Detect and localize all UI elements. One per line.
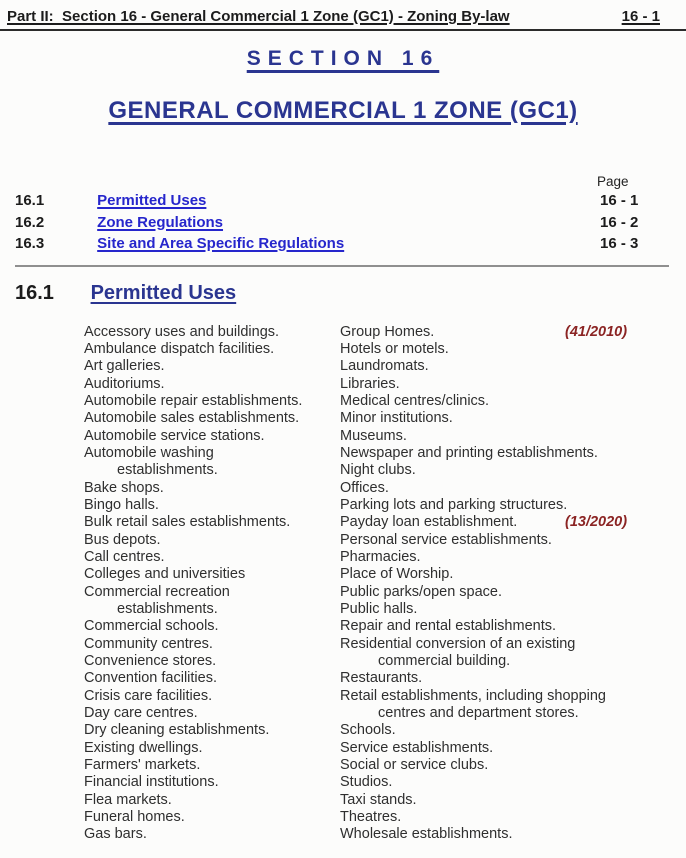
list-item: Minor institutions. — [340, 410, 453, 427]
toc-page-number: 16 - 1 — [600, 192, 639, 209]
list-item: Gas bars. — [84, 826, 147, 843]
list-item: Offices. — [340, 479, 389, 496]
list-item: Farmers' markets. — [84, 757, 201, 774]
list-item: Colleges and universities — [84, 566, 246, 583]
toc-number: 16.2 — [15, 213, 45, 231]
toc-page-number: 16 - 3 — [600, 235, 639, 252]
list-item: Call centres. — [84, 548, 165, 565]
list-item: Auditoriums. — [84, 375, 165, 392]
toc-row-site-area-regulations — [0, 233, 686, 255]
header-divider — [0, 29, 686, 31]
header-title: Part II: Section 16 - General Commercial 1 Zone (GC1) - Zoning By-law — [7, 8, 510, 25]
list-item: Hotels or motels. — [340, 340, 449, 357]
list-item: Day care centres. — [84, 705, 198, 722]
list-item: Accessory uses and buildings. — [84, 323, 280, 340]
toc-page-label: Page — [597, 174, 629, 189]
zone-title: GENERAL COMMERCIAL 1 ZONE (GC1) — [108, 97, 578, 124]
list-item: Convenience stores. — [84, 653, 217, 670]
list-item: Dry cleaning establishments. — [84, 722, 270, 739]
list-item: Automobile sales establishments. — [84, 410, 300, 427]
list-item: Medical centres/clinics. — [340, 392, 490, 409]
toc-number: 16.3 — [15, 235, 45, 252]
list-item: Libraries. — [340, 375, 400, 392]
uses-column-left — [84, 324, 340, 844]
list-item: Schools. — [340, 722, 396, 739]
permitted-uses-list — [0, 324, 686, 844]
toc-row-zone-regulations — [0, 212, 686, 234]
running-header — [0, 0, 686, 25]
list-item: Residential conversion of an existing — [340, 635, 576, 652]
heading-label: Permitted Uses — [90, 281, 237, 304]
list-item: Group Homes. (41/2010) — [340, 323, 628, 340]
list-item: Flea markets. — [84, 791, 172, 808]
list-item: Place of Worship. — [340, 566, 454, 583]
list-item: Existing dwellings. — [84, 739, 203, 756]
list-item: Financial institutions. — [84, 774, 219, 791]
list-item: Convention facilities. — [84, 670, 217, 687]
list-item: establishments. — [117, 601, 218, 617]
list-item: Crisis care facilities. — [84, 687, 213, 704]
list-item: Funeral homes. — [84, 809, 185, 826]
list-item: Public parks/open space. — [340, 583, 503, 600]
amendment-note: (13/2020) — [565, 514, 628, 531]
toc-link-zone-regulations[interactable]: Zone Regulations — [97, 213, 224, 231]
list-item: Payday loan establishment. (13/2020) — [340, 514, 628, 531]
list-item: Parking lots and parking structures. — [340, 496, 568, 513]
list-item: Automobile washing — [84, 444, 214, 461]
toc-row-permitted-uses — [0, 190, 686, 212]
list-item: Theatres. — [340, 809, 402, 826]
toc-divider — [15, 265, 669, 267]
list-item: Social or service clubs. — [340, 757, 489, 774]
section-title: SECTION 16 — [246, 47, 440, 70]
list-item: Commercial schools. — [84, 618, 219, 635]
list-item: Retail establishments, including shopping — [340, 687, 606, 704]
list-item: Automobile repair establishments. — [84, 392, 303, 409]
list-item: Bake shops. — [84, 479, 164, 496]
list-item: Repair and rental establishments. — [340, 618, 557, 635]
list-item: Commercial recreation — [84, 583, 230, 600]
list-item: Service establishments. — [340, 739, 494, 756]
list-item: Ambulance dispatch facilities. — [84, 340, 275, 357]
list-item: Studios. — [340, 774, 393, 791]
list-item: Automobile service stations. — [84, 427, 265, 444]
list-item: Taxi stands. — [340, 791, 417, 808]
list-item: Art galleries. — [84, 358, 165, 375]
permitted-uses-heading — [0, 282, 686, 305]
toc-page-number: 16 - 2 — [600, 213, 639, 231]
list-item: Newspaper and printing establishments. — [340, 444, 598, 461]
header-page-number: 16 - 1 — [621, 8, 660, 25]
list-item: Personal service establishments. — [340, 531, 552, 548]
list-item: Bus depots. — [84, 531, 161, 548]
list-item: Wholesale establishments. — [340, 826, 513, 843]
list-item: Public halls. — [340, 601, 418, 617]
list-item: Bingo halls. — [84, 496, 159, 513]
amendment-note: (41/2010) — [565, 323, 628, 340]
list-item: Pharmacies. — [340, 548, 421, 565]
list-item: commercial building. — [378, 653, 511, 670]
list-item: establishments. — [117, 462, 218, 479]
list-item: Bulk retail sales establishments. — [84, 514, 291, 531]
list-item: Night clubs. — [340, 462, 416, 479]
toc-link-permitted-uses[interactable]: Permitted Uses — [97, 192, 207, 209]
heading-number: 16.1 — [15, 281, 54, 304]
list-item: Laundromats. — [340, 358, 429, 375]
table-of-contents — [0, 173, 686, 267]
list-item: Community centres. — [84, 635, 213, 652]
toc-link-site-area-regulations[interactable]: Site and Area Specific Regulations — [97, 235, 345, 252]
list-item: Museums. — [340, 427, 407, 444]
list-item: centres and department stores. — [378, 705, 579, 722]
toc-number: 16.1 — [15, 192, 45, 209]
list-item: Restaurants. — [340, 670, 423, 687]
uses-column-right — [340, 324, 686, 844]
